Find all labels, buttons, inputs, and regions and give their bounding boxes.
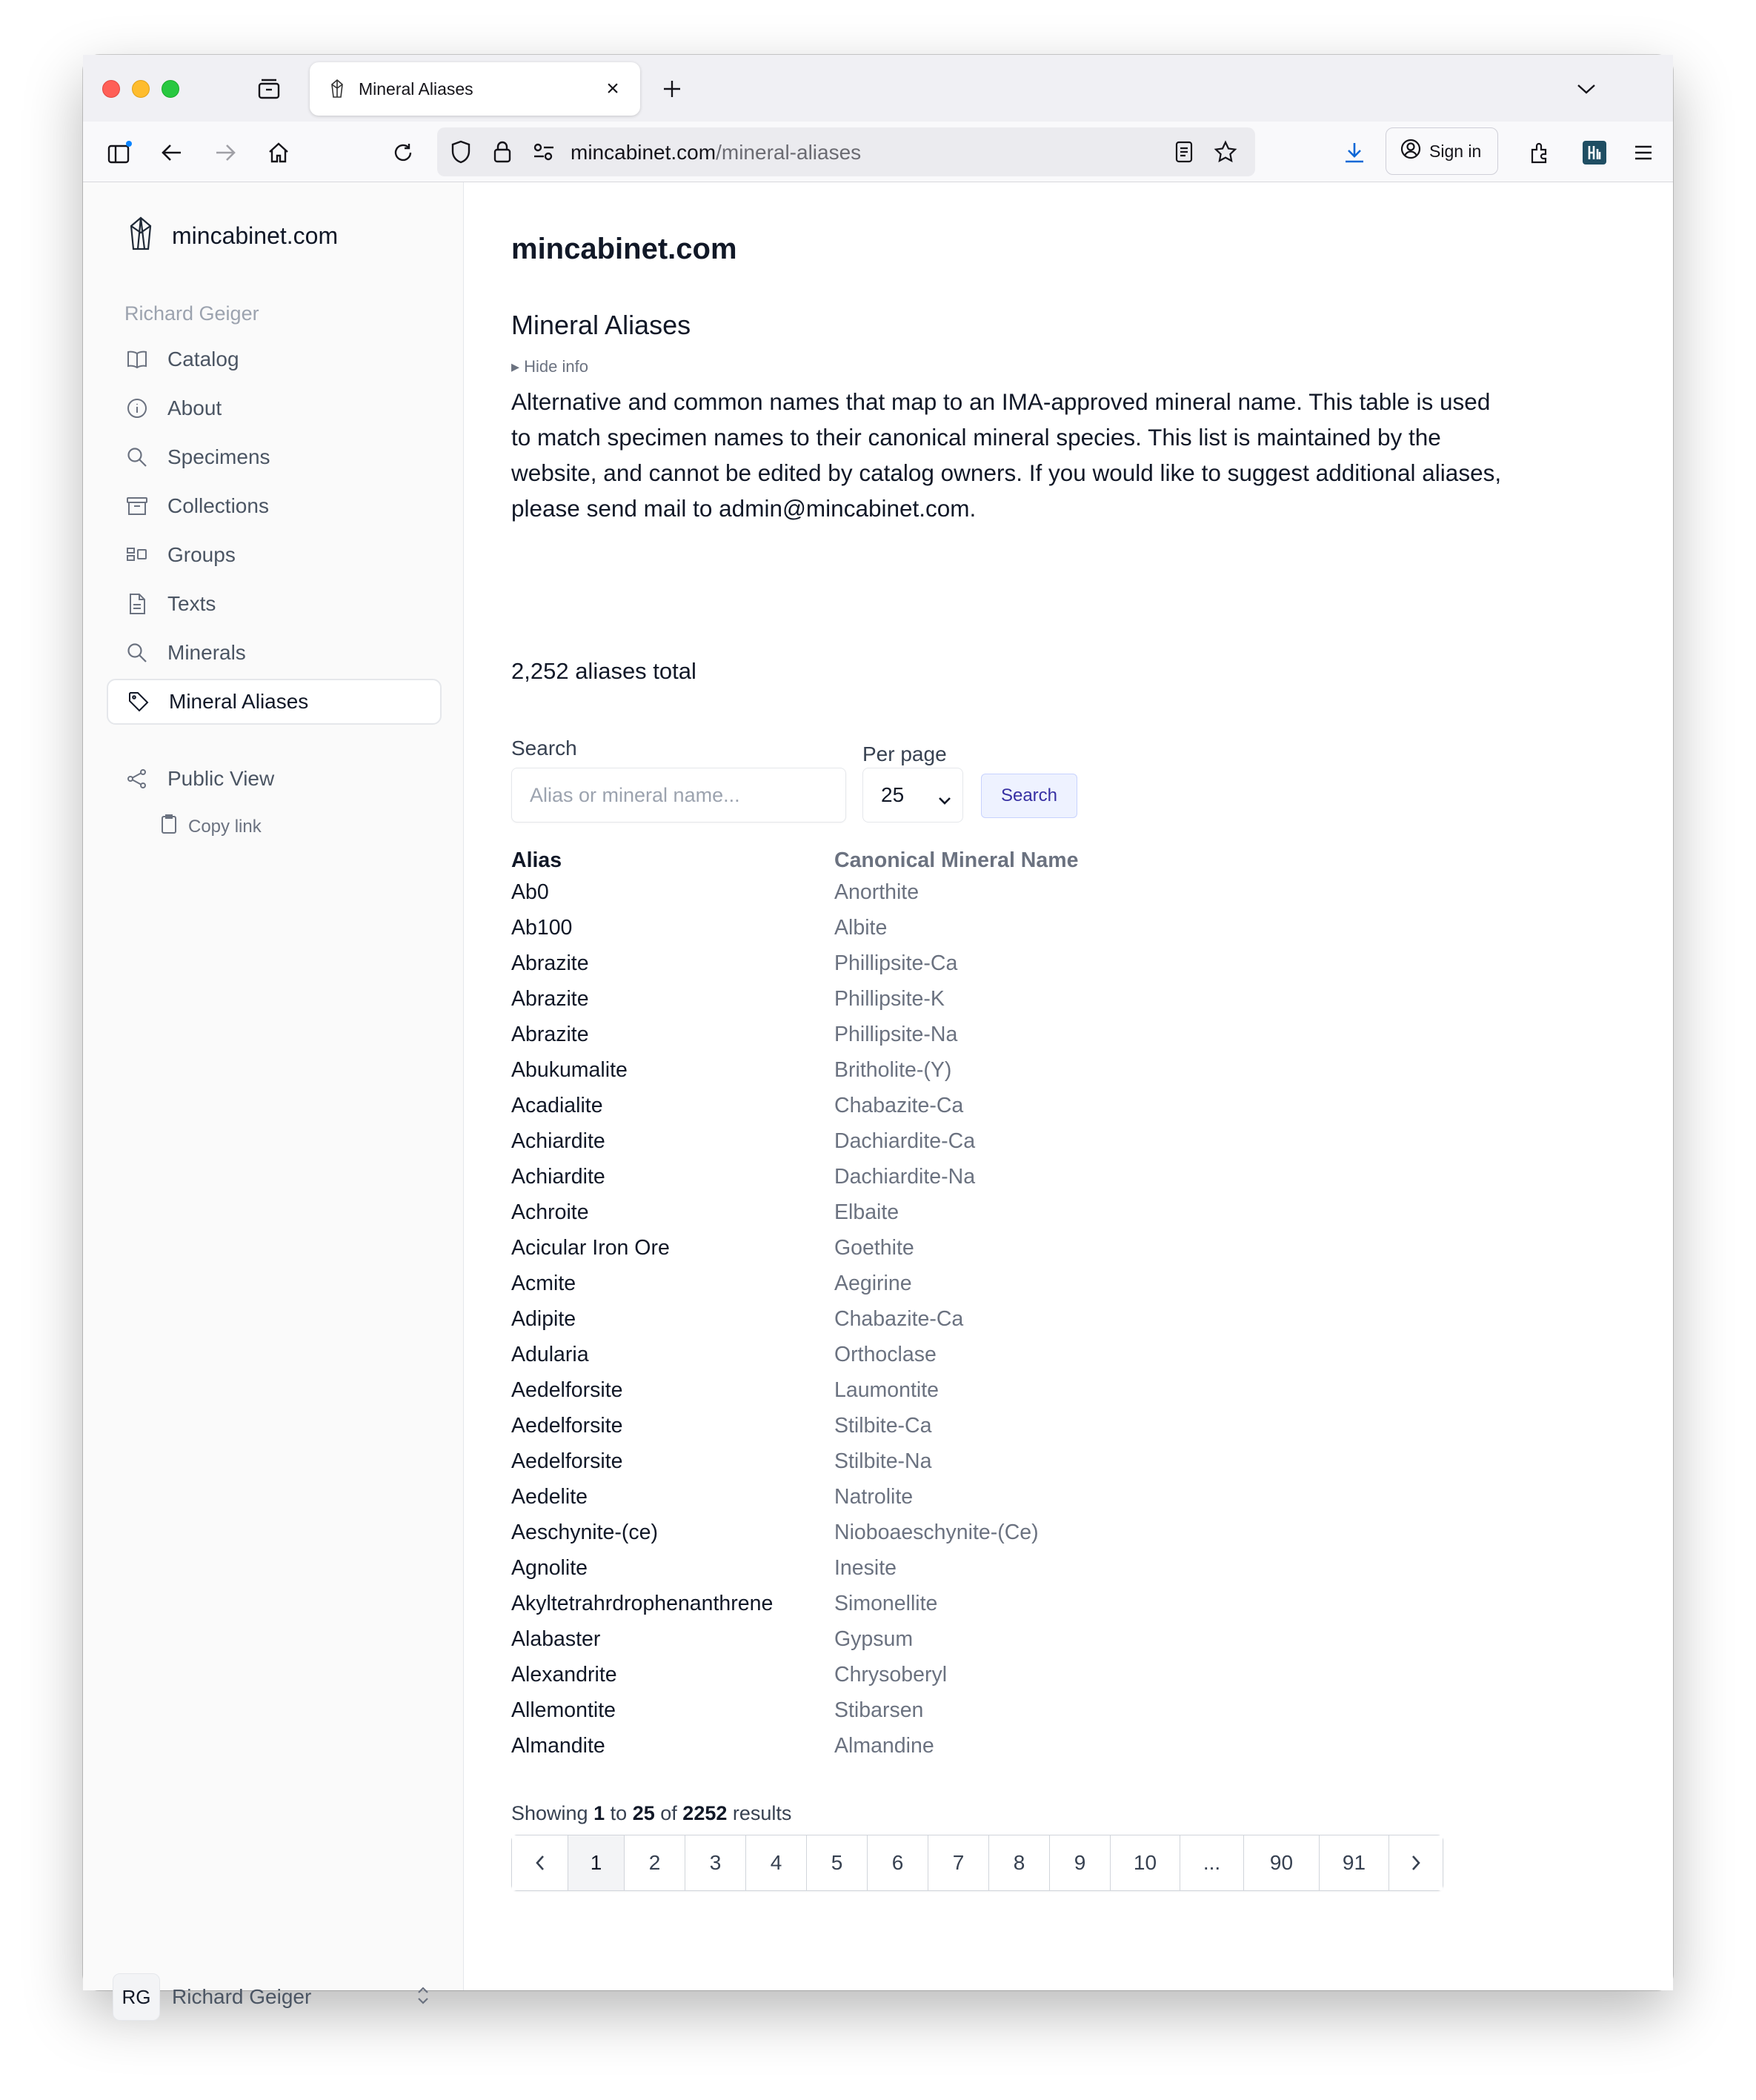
canonical-name-cell: Gypsum bbox=[834, 1626, 914, 1651]
crystal-logo-icon bbox=[127, 216, 154, 256]
table-row bbox=[511, 1408, 1252, 1443]
search-button[interactable]: Search bbox=[981, 774, 1077, 818]
tab-title: Mineral Aliases bbox=[359, 79, 473, 99]
bookmark-star-icon[interactable] bbox=[1211, 137, 1240, 167]
sidebar-item-about[interactable] bbox=[107, 385, 442, 431]
sidebar-item-label: Collections bbox=[167, 494, 269, 517]
canonical-name-cell: Phillipsite-Na bbox=[834, 1022, 958, 1046]
canonical-name-cell: Dachiardite-Na bbox=[834, 1164, 976, 1189]
menu-hamburger-icon[interactable] bbox=[1629, 138, 1658, 167]
table-row bbox=[511, 1052, 1252, 1088]
alias-cell: Achiardite bbox=[511, 1129, 605, 1153]
canonical-name-cell: Phillipsite-Ca bbox=[834, 951, 958, 975]
tab-overview-icon[interactable] bbox=[255, 75, 283, 103]
page-8-button[interactable]: 8 bbox=[989, 1835, 1050, 1890]
account-icon bbox=[1400, 138, 1422, 165]
copy-link-button[interactable] bbox=[160, 814, 262, 840]
tab-strip bbox=[83, 55, 1673, 122]
canonical-name-cell: Aegirine bbox=[834, 1271, 912, 1295]
column-header-alias[interactable]: Alias bbox=[511, 848, 562, 872]
sidebar-item-groups[interactable] bbox=[107, 532, 442, 578]
aliases-total: 2,252 aliases total bbox=[511, 658, 696, 684]
canonical-name-cell: Chrysoberyl bbox=[834, 1662, 948, 1687]
previous-page-button[interactable] bbox=[512, 1835, 568, 1890]
per-page-select[interactable] bbox=[862, 768, 963, 823]
alias-cell: Aedelforsite bbox=[511, 1413, 623, 1438]
canonical-name-cell: Chabazite-Ca bbox=[834, 1093, 964, 1117]
page-6-button[interactable]: 6 bbox=[868, 1835, 928, 1890]
sidebar-item-label: Specimens bbox=[167, 445, 270, 468]
minimize-window-button[interactable] bbox=[132, 80, 150, 98]
sign-in-button[interactable] bbox=[1386, 127, 1498, 175]
search-input[interactable] bbox=[511, 768, 846, 823]
aliases-table bbox=[511, 846, 1252, 1764]
alias-cell: Adipite bbox=[511, 1306, 576, 1331]
table-row bbox=[511, 1230, 1252, 1266]
sidebar-item-catalog[interactable] bbox=[107, 336, 442, 382]
reader-view-icon[interactable] bbox=[1169, 137, 1199, 167]
permissions-icon[interactable] bbox=[529, 137, 559, 167]
canonical-name-cell: Chabazite-Ca bbox=[834, 1306, 964, 1331]
canonical-name-cell: Stilbite-Ca bbox=[834, 1413, 932, 1438]
active-tab[interactable] bbox=[310, 62, 640, 116]
page-1-button[interactable]: 1 bbox=[568, 1835, 625, 1890]
table-row bbox=[511, 1728, 1252, 1764]
pagination-ellipsis: ... bbox=[1180, 1835, 1244, 1890]
canonical-name-cell: Almandine bbox=[834, 1733, 934, 1758]
table-row bbox=[511, 874, 1252, 910]
canonical-name-cell: Laumontite bbox=[834, 1378, 939, 1402]
canonical-name-cell: Orthoclase bbox=[834, 1342, 937, 1366]
info-description: Alternative and common names that map to an IMA-approved mineral name. This table is used to match specimen names to their canonical mineral species. This list is maintained by the website, and cannot be edited by catalog owners. If you would like to suggest additional aliases, please send mail to admin@mincabinet.com. bbox=[511, 388, 1502, 522]
url-bar[interactable] bbox=[437, 127, 1255, 176]
page-5-button[interactable]: 5 bbox=[807, 1835, 868, 1890]
alias-cell: Aedelforsite bbox=[511, 1449, 623, 1473]
chevron-down-icon bbox=[937, 788, 952, 811]
chevron-up-down-icon bbox=[415, 1984, 431, 2010]
archive-icon bbox=[124, 494, 150, 519]
info-icon bbox=[124, 396, 150, 421]
alias-cell: Almandite bbox=[511, 1733, 605, 1758]
alias-cell: Aedelite bbox=[511, 1484, 588, 1509]
search-label: Search bbox=[511, 737, 577, 760]
sidebar-nav bbox=[107, 336, 442, 728]
sidebar-brand[interactable] bbox=[127, 216, 338, 256]
tab-list-chevron-icon[interactable] bbox=[1572, 75, 1600, 103]
extension-badge-icon[interactable] bbox=[1580, 138, 1609, 167]
catalog-owner-name: Richard Geiger bbox=[124, 302, 259, 325]
sidebar-item-specimens[interactable] bbox=[107, 434, 442, 480]
page-7-button[interactable]: 7 bbox=[928, 1835, 989, 1890]
avatar: RG bbox=[113, 1973, 160, 2021]
table-row bbox=[511, 910, 1252, 946]
page-2-button[interactable]: 2 bbox=[625, 1835, 685, 1890]
table-row bbox=[511, 946, 1252, 981]
pagination bbox=[511, 1835, 1443, 1891]
table-row bbox=[511, 981, 1252, 1017]
alias-cell: Adularia bbox=[511, 1342, 589, 1366]
chevron-left-icon bbox=[534, 1854, 546, 1872]
groups-icon bbox=[124, 542, 150, 568]
hide-info-toggle[interactable]: ▸ Hide info bbox=[511, 357, 588, 376]
user-name: Richard Geiger bbox=[172, 1985, 312, 2008]
search-icon bbox=[124, 640, 150, 665]
search-icon bbox=[124, 445, 150, 470]
extensions-icon[interactable] bbox=[1525, 138, 1554, 167]
alias-cell: Ab0 bbox=[511, 880, 549, 904]
alias-cell: Abrazite bbox=[511, 986, 589, 1011]
browser-window bbox=[83, 55, 1673, 2008]
canonical-name-cell: Nioboaeschynite-(Ce) bbox=[834, 1520, 1039, 1544]
table-row bbox=[511, 1301, 1252, 1337]
canonical-name-cell: Inesite bbox=[834, 1555, 897, 1580]
sign-in-label: Sign in bbox=[1429, 141, 1482, 161]
alias-cell: Abrazite bbox=[511, 951, 589, 975]
public-view-link[interactable] bbox=[124, 766, 274, 791]
alias-cell: Achroite bbox=[511, 1200, 589, 1224]
sidebar-item-label: Mineral Aliases bbox=[169, 690, 309, 713]
table-row bbox=[511, 1372, 1252, 1408]
user-menu[interactable] bbox=[113, 1973, 431, 2021]
table-row bbox=[511, 1586, 1252, 1621]
book-icon bbox=[124, 347, 150, 372]
section-title: Mineral Aliases bbox=[511, 310, 691, 340]
back-arrow-icon[interactable] bbox=[157, 138, 187, 167]
page-90-button[interactable]: 90 bbox=[1244, 1835, 1320, 1890]
table-row bbox=[511, 1479, 1252, 1515]
table-row bbox=[511, 1443, 1252, 1479]
table-row bbox=[511, 1266, 1252, 1301]
reload-icon[interactable] bbox=[388, 138, 418, 167]
copy-link-label: Copy link bbox=[188, 816, 262, 837]
table-row bbox=[511, 1159, 1252, 1194]
page-3-button[interactable]: 3 bbox=[685, 1835, 746, 1890]
public-view-label: Public View bbox=[167, 767, 275, 790]
canonical-name-cell: Simonellite bbox=[834, 1591, 938, 1615]
sidebar-item-collections[interactable] bbox=[107, 483, 442, 529]
table-body bbox=[511, 874, 1252, 1764]
new-tab-icon[interactable] bbox=[658, 75, 686, 103]
alias-cell: Akyltetrahrdrophenanthrene bbox=[511, 1591, 774, 1615]
next-page-button[interactable] bbox=[1389, 1835, 1443, 1890]
alias-cell: Allemontite bbox=[511, 1698, 616, 1722]
table-row bbox=[511, 1123, 1252, 1159]
alias-cell: Alabaster bbox=[511, 1626, 601, 1651]
home-icon[interactable] bbox=[264, 138, 293, 167]
url-text: mincabinet.com/mineral-aliases bbox=[571, 141, 862, 164]
table-row bbox=[511, 1088, 1252, 1123]
table-row bbox=[511, 1194, 1252, 1230]
crystal-favicon-icon bbox=[326, 78, 348, 100]
canonical-name-cell: Elbaite bbox=[834, 1200, 899, 1224]
alias-cell: Aedelforsite bbox=[511, 1378, 623, 1402]
shield-icon[interactable] bbox=[446, 137, 476, 167]
alias-cell: Acadialite bbox=[511, 1093, 603, 1117]
lock-icon[interactable] bbox=[488, 137, 517, 167]
brand-name: mincabinet.com bbox=[172, 222, 339, 249]
alias-cell: Alexandrite bbox=[511, 1662, 617, 1687]
canonical-name-cell: Natrolite bbox=[834, 1484, 914, 1509]
close-window-button[interactable] bbox=[102, 80, 120, 98]
per-page-label: Per page bbox=[862, 742, 947, 765]
table-row bbox=[511, 1515, 1252, 1550]
page-9-button[interactable]: 9 bbox=[1050, 1835, 1111, 1890]
canonical-name-cell: Stilbite-Na bbox=[834, 1449, 932, 1473]
canonical-name-cell: Anorthite bbox=[834, 880, 919, 904]
sidebar-item-label: Catalog bbox=[167, 348, 239, 371]
sidebar-item-label: About bbox=[167, 396, 222, 419]
table-row bbox=[511, 1657, 1252, 1692]
column-header-canonical[interactable]: Canonical Mineral Name bbox=[834, 848, 1079, 872]
nav-toolbar bbox=[83, 122, 1673, 182]
downloads-icon[interactable] bbox=[1340, 138, 1369, 167]
alias-cell: Aeschynite-(ce) bbox=[511, 1520, 658, 1544]
table-row bbox=[511, 1017, 1252, 1052]
per-page-value: 25 bbox=[881, 783, 905, 806]
forward-arrow-icon[interactable] bbox=[210, 138, 240, 167]
share-icon bbox=[124, 766, 150, 791]
page-91-button[interactable]: 91 bbox=[1320, 1835, 1389, 1890]
sidebar-item-texts[interactable] bbox=[107, 581, 442, 627]
table-row bbox=[511, 1550, 1252, 1586]
canonical-name-cell: Phillipsite-K bbox=[834, 986, 945, 1011]
clipboard-icon bbox=[160, 814, 178, 840]
canonical-name-cell: Albite bbox=[834, 915, 888, 940]
sidebar-item-minerals[interactable] bbox=[107, 630, 442, 676]
results-summary: Showing 1 to 25 of 2252 results bbox=[511, 1802, 792, 1824]
maximize-window-button[interactable] bbox=[162, 80, 179, 98]
canonical-name-cell: Britholite-(Y) bbox=[834, 1057, 952, 1082]
table-row bbox=[511, 1692, 1252, 1728]
alias-cell: Agnolite bbox=[511, 1555, 588, 1580]
tag-icon bbox=[126, 689, 151, 714]
table-header bbox=[511, 846, 1252, 874]
sidebar-item-label: Texts bbox=[167, 592, 216, 615]
alias-cell: Acicular Iron Ore bbox=[511, 1235, 670, 1260]
canonical-name-cell: Stibarsen bbox=[834, 1698, 924, 1722]
alias-cell: Achiardite bbox=[511, 1164, 605, 1189]
alias-cell: Acmite bbox=[511, 1271, 576, 1295]
chevron-right-icon bbox=[1410, 1854, 1422, 1872]
sidebar-item-label: Groups bbox=[167, 543, 236, 566]
page-content bbox=[83, 182, 1673, 2008]
table-row bbox=[511, 1621, 1252, 1657]
alias-cell: Ab100 bbox=[511, 915, 573, 940]
sidebar-toggle-icon[interactable] bbox=[105, 138, 135, 167]
page-4-button[interactable]: 4 bbox=[746, 1835, 807, 1890]
canonical-name-cell: Dachiardite-Ca bbox=[834, 1129, 976, 1153]
canonical-name-cell: Goethite bbox=[834, 1235, 914, 1260]
alias-cell: Abrazite bbox=[511, 1022, 589, 1046]
table-row bbox=[511, 1337, 1252, 1372]
sidebar-item-mineral-aliases[interactable] bbox=[107, 679, 442, 725]
page-10-button[interactable]: 10 bbox=[1111, 1835, 1180, 1890]
sidebar-item-label: Minerals bbox=[167, 641, 246, 664]
page-title: mincabinet.com bbox=[511, 233, 737, 265]
sidebar bbox=[83, 182, 464, 2008]
alias-cell: Abukumalite bbox=[511, 1057, 628, 1082]
close-tab-icon[interactable]: × bbox=[606, 76, 619, 101]
document-icon bbox=[124, 591, 150, 617]
